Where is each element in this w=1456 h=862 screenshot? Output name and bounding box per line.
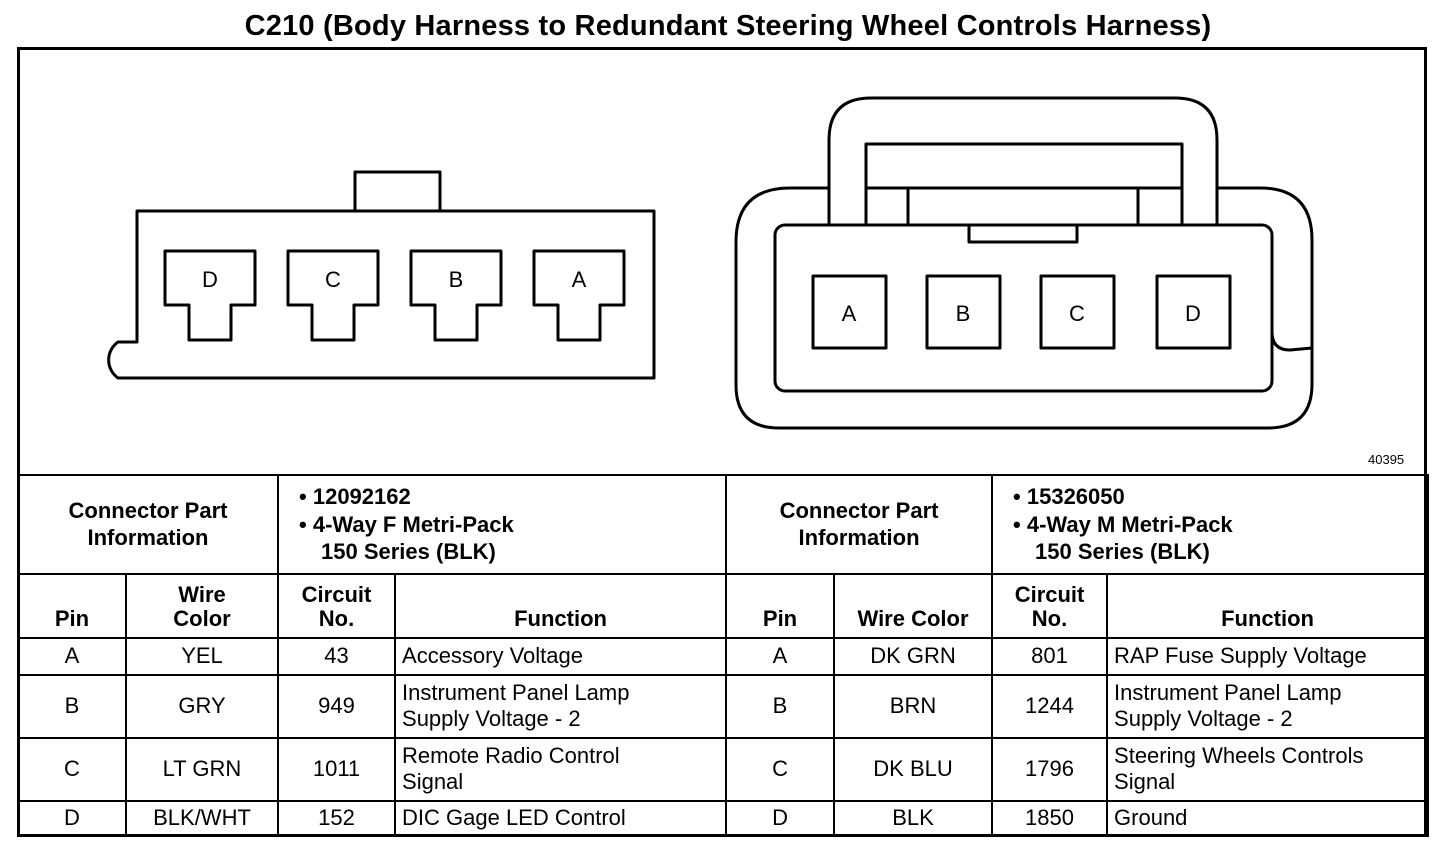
wire-color-header: Wire Color <box>834 574 992 638</box>
table-row: A YEL 43 Accessory Voltage A DK GRN 801 RAP Fuse Supply Voltage <box>18 638 1428 674</box>
left-connector-terminal <box>411 251 501 340</box>
table-row: C LT GRN 1011 Remote Radio Control Signal C DK BLU 1796 Steering Wheels Controls Signal <box>18 738 1428 801</box>
right-connector-type: 4-Way M Metri-Pack <box>1026 511 1233 537</box>
left-connector-terminal <box>288 251 378 340</box>
right-pin-label: B <box>955 301 971 326</box>
right-part-number: 15326050 <box>1026 484 1125 510</box>
wire-color-header: Wire Color <box>126 574 278 638</box>
diagram-title: C210 (Body Harness to Redundant Steering Wheel Controls Harness) <box>244 10 1212 42</box>
connector-part-row <box>18 475 1428 574</box>
left-connector-type: 4-Way F Metri-Pack <box>312 511 514 537</box>
figure-id: 40395 <box>1368 452 1405 467</box>
left-part-info-label: Connector Part Information <box>18 475 278 574</box>
left-pin-label: C <box>325 267 341 292</box>
table-row: B GRY 949 Instrument Panel Lamp Supply Voltage - 2 B BRN 1244 Instrument Panel Lamp Supply Voltage - 2 <box>18 675 1428 738</box>
circuit-header: Circuit No. <box>992 574 1107 638</box>
circuit-header: Circuit No. <box>278 574 395 638</box>
right-pin-label: C <box>1069 301 1085 326</box>
table-row: D BLK/WHT 152 DIC Gage LED Control D BLK 1850 Ground <box>18 801 1428 836</box>
right-connector-body <box>736 98 1312 428</box>
right-part-info-label: Connector Part Information <box>726 475 992 574</box>
left-part-info: • 12092162 • 4-Way F Metri-Pack 150 Series (BLK) <box>278 475 726 574</box>
left-part-number: 12092162 <box>312 484 411 510</box>
pin-header: Pin <box>726 574 834 638</box>
function-header: Function <box>395 574 726 638</box>
left-pin-label: B <box>448 267 464 292</box>
left-pin-label: A <box>571 267 587 292</box>
left-connector-terminal <box>165 251 255 340</box>
function-header: Function <box>1107 574 1428 638</box>
connector-table <box>17 474 1429 837</box>
right-pin-label: A <box>841 301 857 326</box>
right-part-info: • 15326050 • 4-Way M Metri-Pack 150 Series (BLK) <box>992 475 1428 574</box>
right-pin-label: D <box>1185 301 1201 326</box>
left-pin-label: D <box>202 267 218 292</box>
column-header-row <box>18 574 1428 638</box>
pin-header: Pin <box>18 574 126 638</box>
left-connector-terminal <box>534 251 624 340</box>
